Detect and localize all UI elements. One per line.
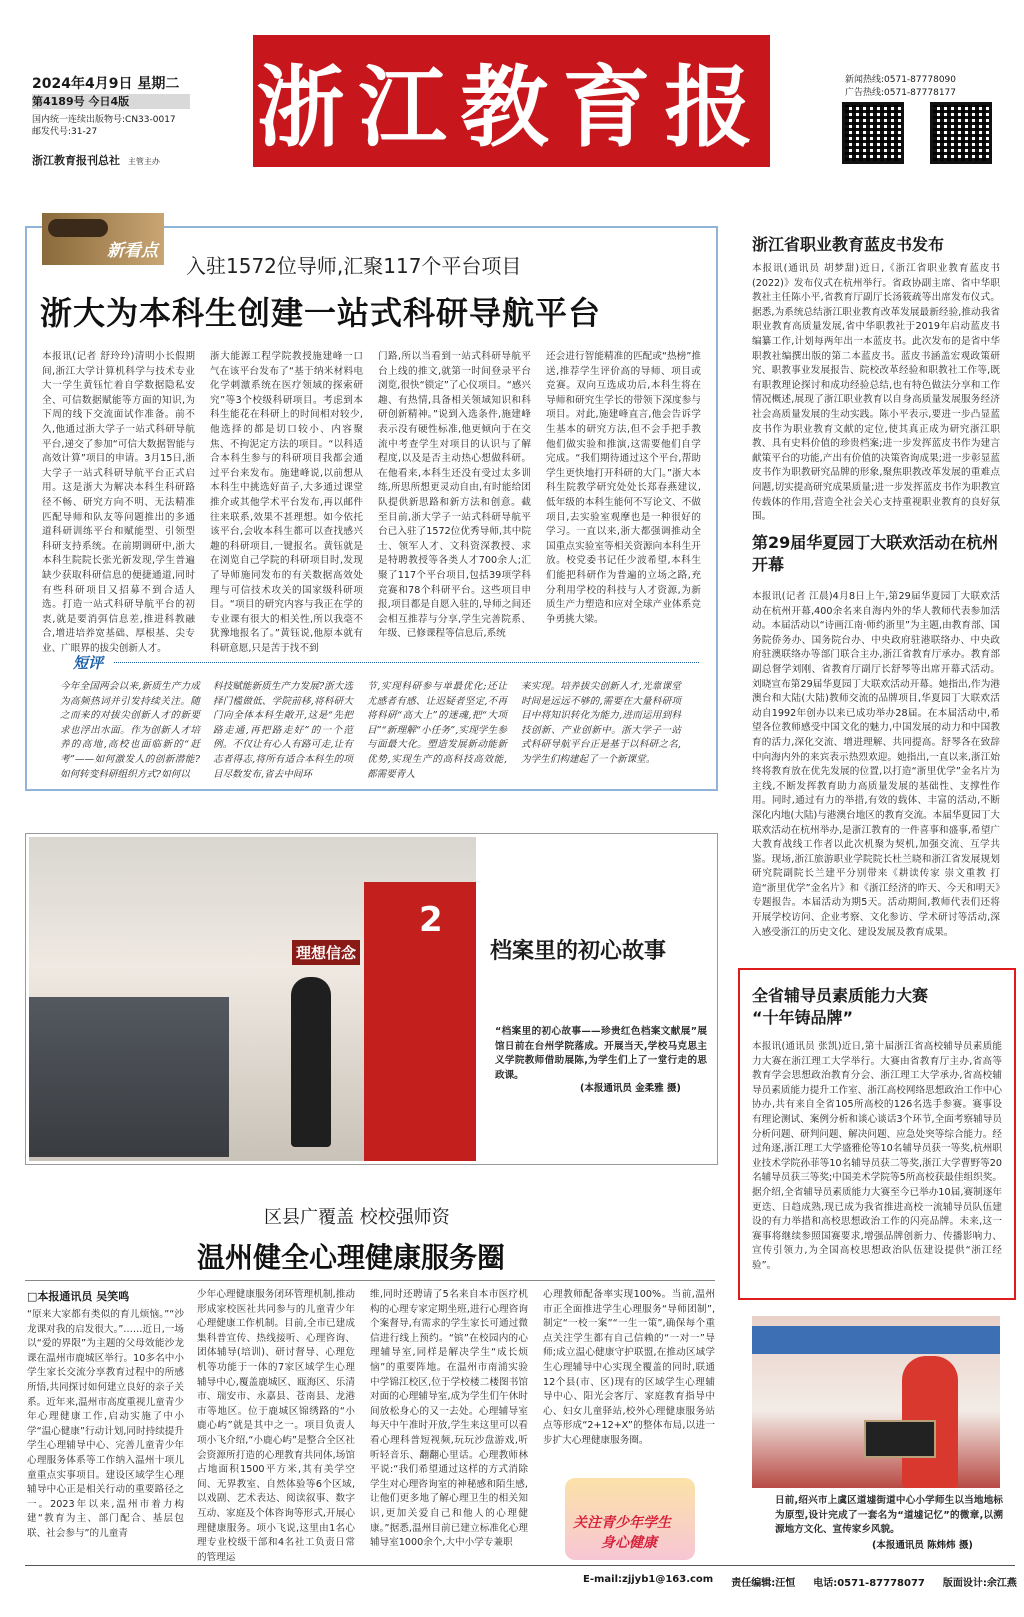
logo-text-2: 身心健康 bbox=[601, 1535, 657, 1551]
issue-date: 2024年4月9日 星期二 bbox=[32, 76, 180, 92]
postal-code: 邮发代号:31-27 bbox=[32, 127, 98, 137]
right-article-3: 本报讯(通讯员 张凯)近日,第十届浙江省高校辅导员素质能力大赛在浙江理工大学举行。大赛由省教育厅主办,省高等教育学会思想政治教育分会、浙江理工大学承办,省高校辅导员素质能力提升工作室、浙江高校网络思想政治工作中心协办,共有来自全省105所高校的126名选手参赛。赛事设有理论测试、案例分析和谈心谈话3个环节,全面考察辅导员分析问题、研判问题、解决问题、应急处突等综合能力。经过角逐,浙江理工大学盛雅伦等10名辅导员获一等奖,杭州职业技术学院孙菲等10名辅导员获二等奖,浙江大学曹野等20名辅导员获三等奖;中国美术学院等5所高校获最佳组织奖。据介绍,全省辅导员素质能力大赛至今已举办10届,赛制逐年更迭、日趋成熟,现已成为我省推进高校一流辅导员队伍建设的有力举措和高校思想政治工作的闪亮品牌。未来,这一赛事将继续参照国赛要求,增强品牌创新力、传播影响力、宣传引领力,为全国高校思想政治队伍建设提供“浙江经验”。 bbox=[752, 1041, 1002, 1271]
photo-caption: “档案里的初心故事——珍贵红色档案文献展”展馆日前在台州学院落成。开展当天,学校马克思主义学院教师借助展陈,为学生们上了一堂行走的思政课。 bbox=[495, 1026, 707, 1081]
lead-column-4: 还会进行智能精准的匹配或“热榜”推送,推荐学生评价高的导师、项目或竞赛。双向互选成功后,本科生将在导师和研究生学长的带领下深度参与项目。对此,施建峰直言,他会告诉学生基本的研究方法,但不会手把手教他们做实验和推演,这需要他们自学完成。“我们期待通过这个平台,帮助学生更快地打开科研的大门。”浙大本科生院教学研究处处长郑春燕建议,低年级的本科生能何不写论文、不做项目,去实验室观摩也是一种很好的学习。一直以来,浙大都强调推动全国重点实验室等相关资源向本科生开放。校党委书记任少波希望,本科生们能把科研作为普遍的立场之路,充分利用学校的科技与人才资源,为新质生产力塑造和应对全球产业体系竞争勇挑大梁。 bbox=[546, 351, 701, 625]
right-article-2: 本报讯(记者 江晨)4月8日上午,第29届华夏园丁大联欢活动在杭州开幕,400余名来自海内外的华人教师代表参加活动。本届活动以“诗画江南·师约浙里”为主题,由教育部、国务院侨务办、国务院台办、中央政府驻港联络办、中央政府驻澳联络办等部门联合主办,浙江省教育厅承办。教育部副总督学刘刚、省教育厅副厅长舒琴等出席开幕式活动。刘晓宣布第29届华夏园丁大联欢活动开幕。她指出,作为港澳台和大陆(大陆)教师交流的品牌项目,华夏园丁大联欢活动自1992年创办以来已成功举办28届。在本届活动中,希望各位教师感受中国文化的魅力,中国发展的动力和中国教育的活力,深化交流、增进理解、共同提高。舒琴各在致辞中向海内外的来宾表示热烈欢迎。她指出,一直以来,浙江始终将教育放在优先发展的位置,以打造“浙里优学”金名片为主线,不断发挥教育助力高质量发展的基础性、支撑性作用。同时,通过有力的举措,有效的载体、丰富的活动,不断深化内地(大陆)与港澳台地区的教育交流。本届华夏园丁大联欢活动在杭州举办,是浙江教育的一件喜事和盛事,希望广大教育战线工作者以此次机聚为契机,加强交流、互学共鉴。现场,浙江旅游职业学院院长杜兰晓和浙江省发展规划研究院副院长兰建平分别带来《耕读传家 崇文重教 打造“浙里优学”金名片》和《浙江经济的昨天、今天和明天》专题报告。本届活动为期5天。活动期间,教师代表们还将开展学校访问、企业考察、文化参访、学术研讨等活动,深入感受浙江的历史文化、建设发展及教育成果。 bbox=[752, 591, 1000, 938]
badge-display-box bbox=[864, 1420, 936, 1458]
bottom-column-4: 心理教师配备率实现100%。当前,温州市正全面推进学生心理服务“导师团制”,制定“一校一案”“一生一策”,确保每个重点关注学生都有自己信赖的“一对一”导师;成立温心健康守护联盟,在推动区域学生心理辅导中心实现全覆盖的同时,联通12个县(市、区)现有的区域学生心理辅导中心、阳光会客厅、家庭教育指导中心、妇女儿童驿站,校外心理健康服务站点等形成“2+12+X”的整体布局,以进一步扩大心理健康服务圈。 bbox=[543, 1289, 715, 1446]
exhibit-number: 2 bbox=[419, 900, 443, 940]
new-focus-badge bbox=[42, 213, 164, 265]
red-exhibit-panel bbox=[296, 882, 476, 1161]
footer-email[interactable]: E-mail:zjjyb1@163.com bbox=[583, 1574, 714, 1585]
student-group bbox=[29, 997, 229, 1157]
comment-column-1: 今年全国两会以来,新质生产力成为高频热词并引发持续关注。随之而来的对拔尖创新人才的新要求也浮出水面。作为创新人才培养的高地,高校也面临新的“赶考”——如何激发人的创新潜能?如何转变科研组织方式?如何以 bbox=[60, 681, 200, 780]
masthead-logo: 浙江教育报 bbox=[253, 35, 770, 167]
lead-kicker: 入驻1572位导师,汇聚117个平台项目 bbox=[186, 254, 522, 278]
qr-code-icon[interactable] bbox=[842, 102, 904, 164]
banner-strip bbox=[752, 1326, 1000, 1354]
right-headline-2: 第29届华夏园丁大联欢活动在杭州开幕 bbox=[752, 533, 999, 574]
lead-headline: 浙大为本科生创建一站式科研导航平台 bbox=[40, 294, 602, 332]
footer-phone: 电话:0571-87778077 bbox=[813, 1578, 925, 1589]
bottom-divider bbox=[25, 1280, 715, 1281]
photo-title: 档案里的初心故事 bbox=[490, 939, 667, 964]
comment-column-2: 科技赋能新质生产力发展?浙大选择门槛做低、学院前移,将科研大门向全体本科生敞开,这是“先把路走通,再把路走好”的一个范例。不仅让有心人有路可走,让有志者得志,将所有适合本科生的项目尽数发布,省去中间环 bbox=[213, 681, 353, 780]
badge-label: 新看点 bbox=[107, 241, 158, 261]
footer-divider bbox=[25, 1565, 1015, 1566]
logo-text-1: 关注青少年学生 bbox=[573, 1515, 671, 1531]
bottom-byline: □本报通讯员 吴笑鸣 bbox=[27, 1290, 130, 1303]
right-headline-3b: “十年铸品牌” bbox=[752, 1008, 854, 1027]
teacher-figure bbox=[291, 977, 331, 1147]
photo-credit: (本报通讯员 金柔雅 摄) bbox=[580, 1083, 681, 1094]
comment-divider bbox=[114, 662, 699, 663]
badge-photo-caption: 日前,绍兴市上虞区道墟街道中心小学师生以当地地标为原型,设计完成了一套名为“道墟记忆”的微章,以溯源地方文化、宣传家乡风貌。 bbox=[775, 1495, 1003, 1536]
badge-photo bbox=[752, 1316, 1000, 1488]
bottom-kicker: 区县广覆盖 校校强师资 bbox=[264, 1207, 450, 1228]
comment-column-3: 节,实现科研参与单最优化;还让尤感者有感、让迟疑者坚定,不再将科研“高大上”的迷魂,把“大项目”“新理解“小任务”,实现学生参与面最大化。塑造发展新动能新优势,实现生产的高科技高效能,都需要青人 bbox=[367, 681, 507, 780]
right-article-1: 本报讯(通讯员 胡梦甜)近日,《浙江省职业教育蓝皮书(2022)》发布仪式在杭州举行。省政协副主席、省中华职教社主任陈小平,省教育厅副厅长汤筱疏等出席发布仪式。据悉,为系统总结浙江职业教育改革发展最新经验,推动我省职业教育高质量发展,省中华职教社于2019年启动蓝皮书编纂工作,计划每两年出一本蓝皮书。此次发布的是省中华职教社编撰出版的第二本蓝皮书。蓝皮书涵盖宏观政策研究、职教事业发展报告、院校改革经验和职教社工作等,既有职教理论探讨和成功经验总结,也有特色做法分享和工作情况概述,展现了浙江职业教育以自身高质量发展服务经济社会高质量发展的生动实践。陈小平表示,要进一步凸显蓝皮书作为职业教育文献的定位,使其真正成为研究浙江职教、具有史料价值的珍贵档案;进一步发挥蓝皮书作为建言献策平台的功能,产出有价值的决策咨询成果;进一步彰显蓝皮书作为职教研究品牌的形象,聚焦职教改革发展的重难点问题,切实提高研究成果质量;进一步发挥蓝皮书作为职教宣传载体的作用,营造全社会关心支持重视职业教育的良好氛围。 bbox=[752, 263, 1000, 523]
publisher-suffix: 主管主办 bbox=[127, 157, 160, 166]
exhibit-text: 理想信念 bbox=[292, 940, 360, 965]
bottom-column-3: 维,同时还聘请了5名来自本市医疗机构的心理专家定期坐班,进行心理咨询个案督导,有需求的学生家长可通过微信进行线上预约。“镔”在校园内的心理辅导室,同样是解决学生“成长烦恼”的重要阵地。在温州市南浦实验中学锦江校区,位于学校楼二楼图书馆对面的心理辅导室,成为学生们午休时间放松身心的又一去处。心理辅导室每天中午准时开放,学生来这里可以看看心理科普短视频,玩玩沙盘游戏,听听轻音乐、翻翻心里话。心理教师林平说:“我们希望通过这样的方式消除学生对心理咨询室的神秘感和陌生感,让他们更多地了解心理卫生的相关知识,更加关爱自己和他人的心理健康。”据悉,温州目前已建立标准化心理辅导室1000余个,大中小学专兼职 bbox=[370, 1289, 528, 1549]
bottom-column-2: 少年心理健康服务闭环管理机制,推动形成家校医社共同参与的儿童青少年心理健康工作机制。目前,全市已建成集科普宣传、热线接听、心理咨询、团体辅导(培训)、研讨督导、心理危机等功能于一体的7家区域学生心理辅导中心,覆盖鹿城区、瓯海区、乐清市、瑞安市、永嘉县、苍南县、龙港市等地区。位于鹿城区锦绣路的“小鹿心屿”就是其中之一。项目负责人项小飞介绍,“小鹿心屿”是整合全区社会资源所打造的心理教育共同体,场馆占地面积1500平方米,其有美学空间、无界教室、自然体验等6个区域,以戏剧、艺术表达、阅读叙事、数字互动、家庭及个体咨询等形式,开展心理健康服务。项小飞说,这里由1名心理专业校级干部和4名社工负责日常的管理运 bbox=[197, 1289, 355, 1563]
footer-designer: 版面设计:余江燕 bbox=[942, 1578, 1017, 1589]
lead-column-3: 门路,所以当看到一站式科研导航平台上线的推文,就第一时间登录平台浏览,很快“锁定”了心仪项目。“感兴趣、有热情,具备相关领域知识和科研创新精神。”说到入选条件,施建峰表示没有硬性标准,他更倾向于在交流中考查学生对项目的认识与了解程度,以及是否主动热心想做科研。在他看来,本科生还没有受过太多训练,所思所想更灵动自由,有时能给团队提供新思路和新方法和创意。截至目前,浙大学子一站式科研导航平台已入驻了1572位优秀导师,其中院士、领军人才、文科资深教授、求是特聘教授等各类人才700余人;汇聚了117个平台项目,包括39项学科竞赛和78个科研平台。这些项目申报,项目都是自愿入驻的,导师之间还会相互推荐与分享,学生完善院系、年级、已修课程等信息后,系统 bbox=[378, 351, 531, 640]
exhibit-photo bbox=[29, 837, 476, 1161]
bottom-column-1: “原来大家都有类似的育儿烦恼。”“沙龙课对我的启发很大。”……近日,一场以“爱的界限”为主题的父母效能沙龙课在温州市鹿城区举行。10多名中小学生家长交流分享教育过程中的所感所悟,共同探讨如何建立良好的亲子关系。近年来,温州市高度重视儿童青少年心理健康工作,启动实施了中小学“温心健康”行动计划,同时持续提升学生心理辅导中心、完善儿童青少年心理服务体系等工作纳入温州十项儿童重点实事项目。建设区域学生心理辅导中心正是相关行动的重要路径之一。2023年以来,温州市着力构建“教育为主、部门配合、基层包联、社会参与”的儿童青 bbox=[27, 1309, 184, 1539]
publisher bbox=[32, 152, 160, 168]
ad-hotline: 广告热线:0571-87778177 bbox=[845, 88, 956, 98]
health-logo bbox=[565, 1478, 695, 1560]
publisher-name: 浙江教育报刊总社 bbox=[32, 154, 120, 167]
comment-label: 短评 bbox=[73, 654, 104, 672]
news-hotline: 新闻热线:0571-87778090 bbox=[845, 75, 956, 85]
badge-photo-credit: (本报通讯员 陈炜炜 摄) bbox=[872, 1540, 973, 1551]
lead-column-2: 浙大能源工程学院教授施建峰一口气在该平台发布了“基于纳米材料电化学刺激系统在医疗领域的探索研究”等3个校级科研项目。考虑到本科生能花在科研上的时间相对较少,他选择的都是切口较小、内容聚焦、不拘泥定方法的项目。“以科适合本科生参与的科研项目我都会通过平台来发布。施建峰说,以前想从本科生中挑选好苗子,大多通过课堂推介或其他学术平台发布,再以邮件往来联系,效果不甚理想。如今依托该平台,会收本科生都可以查找感兴趣的科研项目,一键报名。黄钰就是在浏览自己学院的科研项目时,发现了导师施同发布的有关数据高效处理与可信技术攻关的国家级科研项目。“项目的研究内容与我正在学的专业课有很大的相关性,所以我毫不犹豫地报名了。”黄钰说,他原本就有科研意愿,只是苦于找不到 bbox=[210, 351, 363, 654]
eyes-icon bbox=[48, 219, 108, 237]
issue-number: 第4189号 今日4版 bbox=[32, 94, 190, 109]
right-headline-3a: 全省辅导员素质能力大赛 bbox=[752, 986, 929, 1005]
cn-code: 国内统一连续出版物号:CN33-0017 bbox=[32, 115, 176, 125]
qr-code-icon[interactable] bbox=[930, 102, 992, 164]
right-headline-1: 浙江省职业教育蓝皮书发布 bbox=[752, 235, 945, 254]
lead-column-1: 本报讯(记者 舒玲玲)清明小长假期间,浙江大学计算机科学与技术专业大一学生黄钰忙着自学数据隐私安全、可信数据赋能等方面的知识,为下周的线下交流面试作准备。前不久,他通过浙大学子一站式科研导航平台,递交了参加“可信大数据智能与高效计算”项目的申请。3月15日,浙大学子一站式科研导航平台正式启用。这是浙大为解决本科生科研路径不畅、研究方向不明、无法精准匹配导师和队友等问题推出的多通道科研训练平台和赋能型、引领型科研支持系统。在前期调研中,浙大本科生院院长张光新发现,学生普遍缺少获取科研信息的便捷通道,同时有些科研项目又招募不到合适人选。打造一站式科研导航平台的初衷,就是要消弭信息差,推进科教融合,增进培养宽基础、厚根基、尖专业、广眼界的拔尖创新人才。 bbox=[42, 351, 195, 654]
footer-info bbox=[583, 1574, 1017, 1589]
comment-column-4: 来实现。培养拔尖创新人才,光靠课堂时间是远远不够的,需要在大量科研项目中将知识转化为能力,进而运用到科技创新、产业创新中。浙大学子一站式科研导航平台正是基于以科研之名,为学生们构建起了一个新课堂。 bbox=[521, 681, 681, 765]
footer-editor: 责任编辑:汪恒 bbox=[731, 1578, 796, 1589]
bottom-headline: 温州健全心理健康服务圈 bbox=[197, 1241, 506, 1274]
